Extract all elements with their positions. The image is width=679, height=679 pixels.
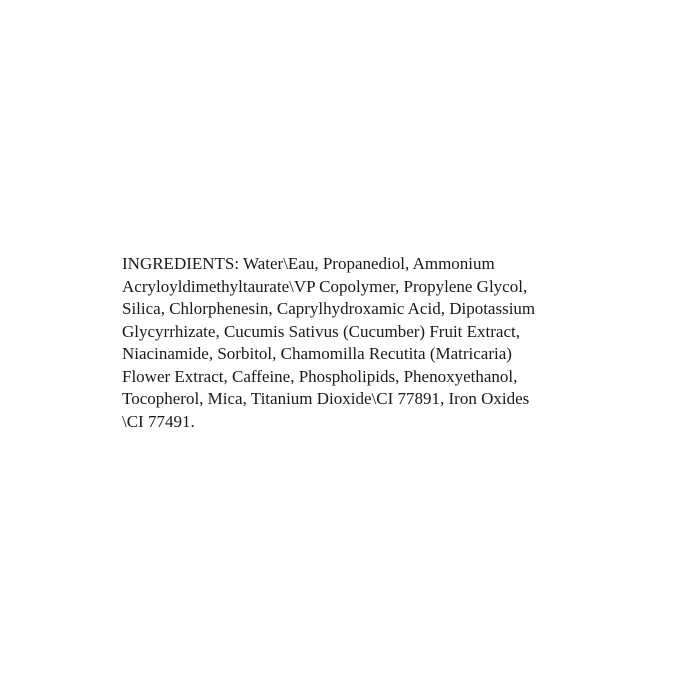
ingredients-line: Niacinamide, Sorbitol, Chamomilla Recutita (Matricaria): [122, 344, 512, 363]
ingredients-line: \CI 77491.: [122, 411, 195, 431]
ingredients-line: Acryloyldimethyltaurate\VP Copolymer, Propylene Glycol,: [122, 276, 528, 296]
ingredients-line: Flower Extract, Caffeine, Phospholipids, Phenoxyethanol,: [122, 366, 518, 386]
ingredients-line: Glycyrrhizate, Cucumis Sativus (Cucumber) Fruit Extract,: [122, 321, 520, 341]
ingredients-text-block: [122, 253, 582, 433]
ingredients-line: Silica, Chlorphenesin, Caprylhydroxamic Acid, Dipotassium: [122, 299, 536, 318]
ingredients-line: INGREDIENTS: Water\Eau, Propanediol, Ammonium: [122, 254, 495, 273]
ingredients-line: Tocopherol, Mica, Titanium Dioxide\CI 77891, Iron Oxides: [122, 389, 530, 408]
